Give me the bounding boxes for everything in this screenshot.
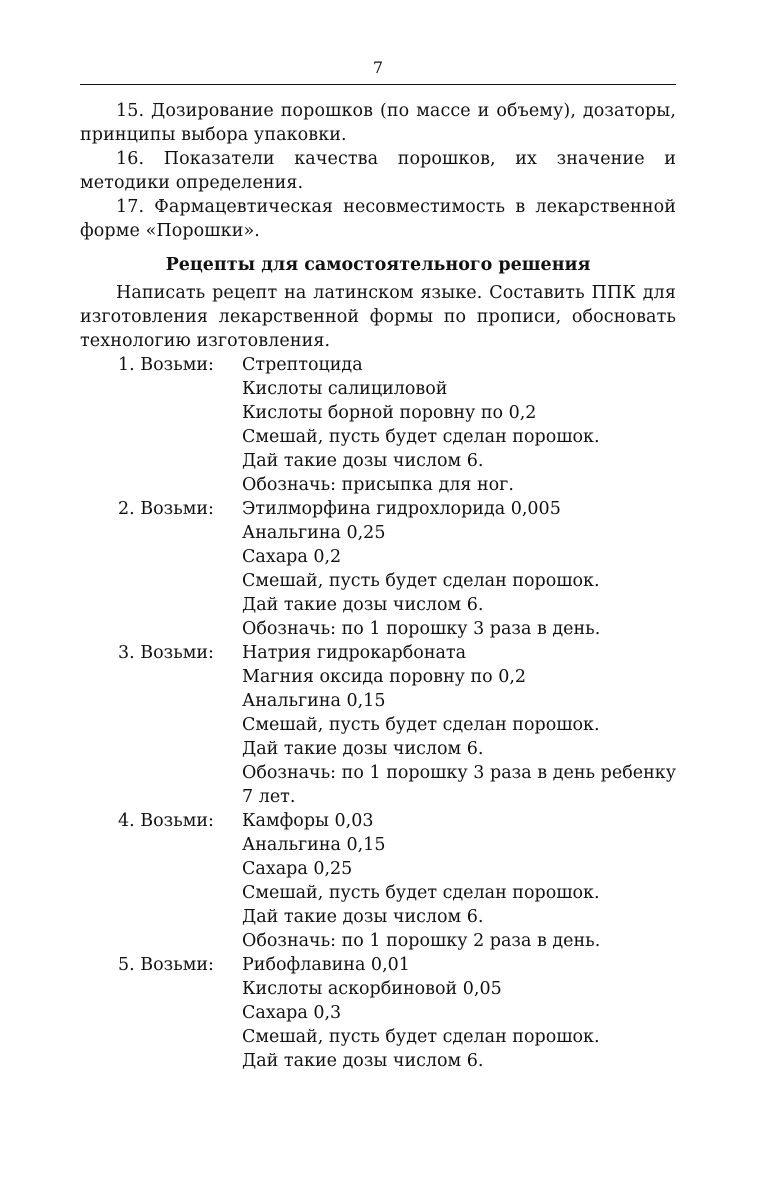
recipe-line: Обозначь: по 1 порошку 3 раза в день. — [242, 619, 601, 639]
recipe-label: 4. Возьми: — [118, 811, 214, 831]
recipe-line: Кислоты аскорбиновой 0,05 — [242, 979, 502, 999]
recipe-line: Дай такие дозы числом 6. — [242, 451, 484, 471]
recipe-label: 2. Возьми: — [118, 499, 214, 519]
recipe-line: Рибофлавина 0,01 — [242, 955, 410, 975]
recipe-body — [242, 953, 676, 1073]
recipe-line: Смешай, пусть будет сделан порошок. — [242, 571, 600, 591]
recipe-body — [242, 641, 676, 809]
recipe-line: Дай такие дозы числом 6. — [242, 907, 484, 927]
recipe-line: Смешай, пусть будет сделан порошок. — [242, 883, 600, 903]
recipe-line: Сахара 0,3 — [242, 1003, 342, 1023]
recipe-line: Обозначь: по 1 порошку 3 раза в день ребенку 7 лет. — [242, 763, 676, 807]
recipe-4 — [80, 809, 676, 953]
recipe-line: Обозначь: присыпка для ног. — [242, 475, 514, 495]
recipe-line: Кислоты борной поровну по 0,2 — [242, 403, 537, 423]
recipe-line: Сахара 0,2 — [242, 547, 342, 567]
header-rule — [80, 84, 676, 85]
recipe-label: 5. Возьми: — [118, 955, 214, 975]
recipe-line: Дай такие дозы числом 6. — [242, 595, 484, 615]
recipe-2 — [80, 497, 676, 641]
recipe-3 — [80, 641, 676, 809]
recipe-label: 1. Возьми: — [118, 355, 214, 375]
recipe-line: Сахара 0,25 — [242, 859, 353, 879]
recipe-line: Натрия гидрокарбоната — [242, 643, 467, 663]
recipe-line: Дай такие дозы числом 6. — [242, 739, 484, 759]
recipe-line: Анальгина 0,25 — [242, 523, 386, 543]
recipe-line: Смешай, пусть будет сделан порошок. — [242, 427, 600, 447]
recipe-line: Стрептоцида — [242, 355, 363, 375]
recipe-line: Смешай, пусть будет сделан порошок. — [242, 1027, 600, 1047]
recipe-body — [242, 497, 676, 641]
recipe-line: Обозначь: по 1 порошку 2 раза в день. — [242, 931, 601, 951]
recipe-line: Магния оксида поровну по 0,2 — [242, 667, 527, 687]
question-15: 15. Дозирование порошков (по массе и объему), дозаторы, принципы выбора упаковки. — [80, 101, 676, 145]
recipe-5 — [80, 953, 676, 1073]
recipe-label: 3. Возьми: — [118, 643, 214, 663]
recipe-line: Дай такие дозы числом 6. — [242, 1051, 484, 1071]
recipe-line: Кислоты салициловой — [242, 379, 448, 399]
recipe-body — [242, 353, 676, 497]
section-title: Рецепты для самостоятельного решения — [165, 255, 591, 275]
recipe-line: Этилморфина гидрохлорида 0,005 — [242, 499, 561, 519]
section-instructions: Написать рецепт на латинском языке. Составить ППК для изготовления лекарственной формы по прописи, обосновать технологию изготовления. — [80, 283, 676, 351]
recipe-line: Смешай, пусть будет сделан порошок. — [242, 715, 600, 735]
question-16: 16. Показатели качества порошков, их значение и методики определения. — [80, 149, 676, 193]
recipe-line: Анальгина 0,15 — [242, 691, 386, 711]
document-page — [80, 58, 676, 1073]
recipe-body — [242, 809, 676, 953]
recipe-line: Анальгина 0,15 — [242, 835, 386, 855]
recipe-1 — [80, 353, 676, 497]
question-17: 17. Фармацевтическая несовместимость в лекарственной форме «Порошки». — [80, 197, 676, 241]
recipe-line: Камфоры 0,03 — [242, 811, 374, 831]
page-number: 7 — [372, 58, 384, 77]
